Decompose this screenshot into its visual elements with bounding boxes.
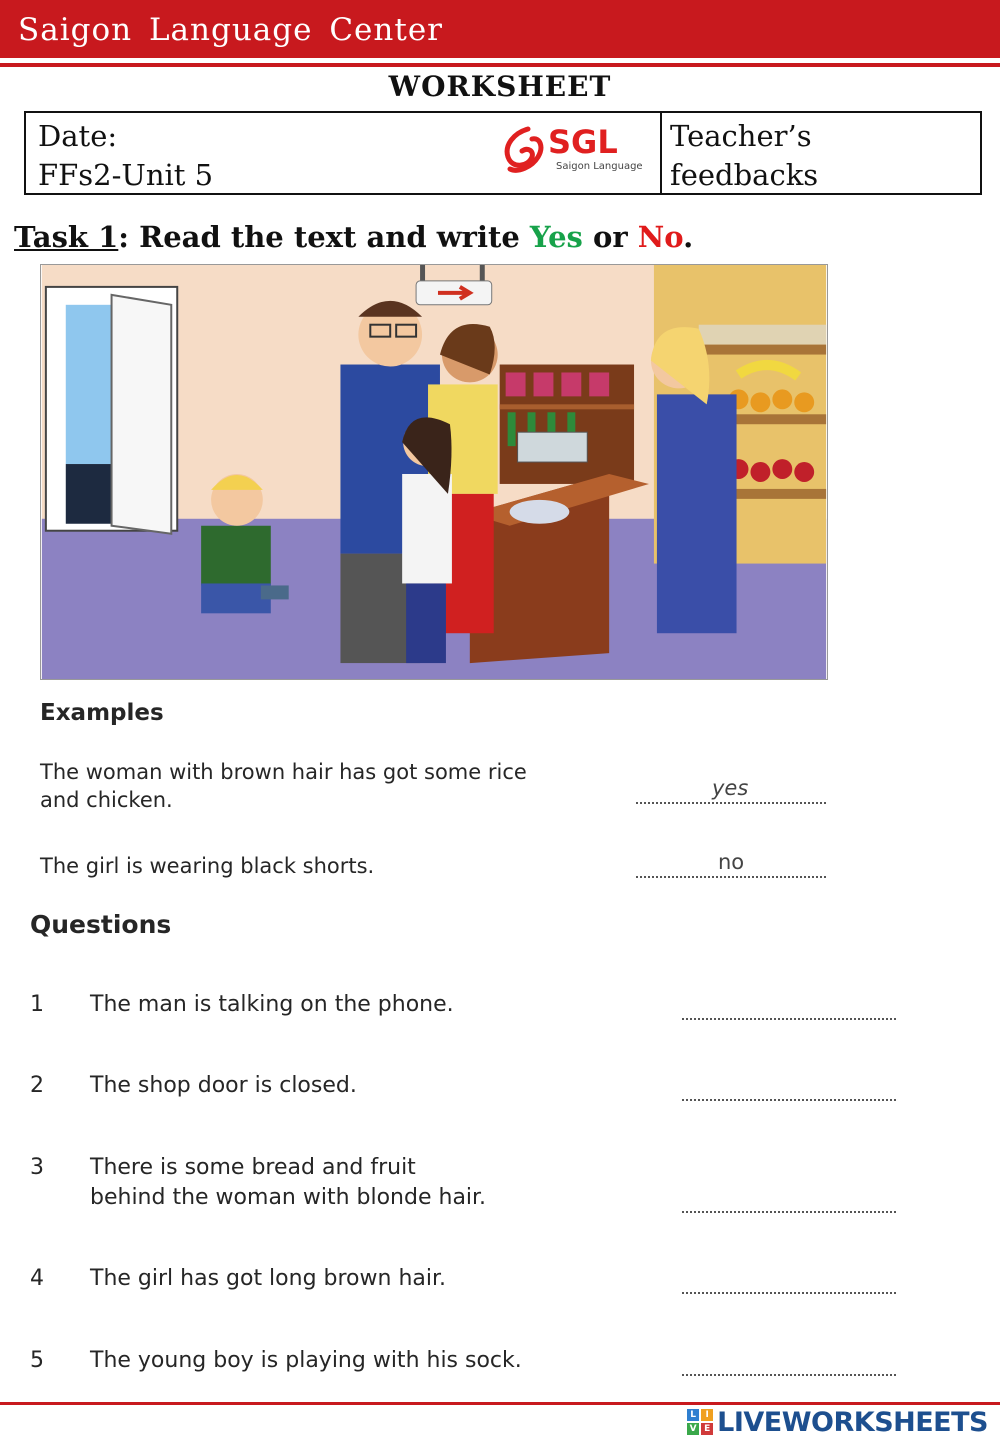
question-4-text: The girl has got long brown hair. xyxy=(90,1266,447,1291)
question-1-number: 1 xyxy=(30,992,44,1017)
question-3-text xyxy=(90,1153,486,1213)
task-number: Task 1 xyxy=(14,220,119,254)
liveworksheets-text: LIVEWORKSHEETS xyxy=(717,1406,988,1438)
feedback-label-line1: Teacher’s xyxy=(670,119,812,153)
logo-text: SGL xyxy=(548,123,618,161)
girl-figure xyxy=(402,417,452,663)
question-1-answer-field[interactable] xyxy=(682,1000,896,1020)
examples-heading: Examples xyxy=(40,700,164,726)
task-no-word: No xyxy=(637,220,684,254)
center-name: Saigon Language Center xyxy=(18,12,443,48)
feedback-label-line2: feedbacks xyxy=(670,158,819,192)
example-1-text xyxy=(40,758,527,814)
example-2-answer: no xyxy=(718,850,745,874)
question-5-answer-field[interactable] xyxy=(682,1356,896,1376)
question-3-answer-field[interactable] xyxy=(682,1193,896,1213)
worksheet-title: WORKSHEET xyxy=(388,70,612,103)
question-2-number: 2 xyxy=(30,1073,44,1098)
question-2-text: The shop door is closed. xyxy=(90,1073,357,1098)
example-1-line1: The woman with brown hair has got some rice xyxy=(40,760,527,784)
question-3-line2: behind the woman with blonde hair. xyxy=(90,1185,487,1210)
task-period: . xyxy=(683,220,694,254)
unit-label: FFs2-Unit 5 xyxy=(38,158,214,192)
header-divider xyxy=(0,63,1000,67)
task-text: : Read the text and write xyxy=(118,220,530,254)
header-banner xyxy=(0,0,1000,58)
example-1-answer-line xyxy=(636,800,826,804)
example-2-text: The girl is wearing black shorts. xyxy=(40,854,375,878)
liveworksheets-logo-icon: L I V E xyxy=(687,1409,713,1435)
liveworksheets-brand[interactable] xyxy=(687,1404,988,1440)
question-3-number: 3 xyxy=(30,1155,44,1180)
example-2-answer-line xyxy=(636,874,826,878)
door xyxy=(46,287,177,534)
task-yes-word: Yes xyxy=(529,220,583,254)
logo-subtext: Saigon Language xyxy=(556,161,643,172)
shelves-back xyxy=(500,365,634,484)
shop-scene-illustration xyxy=(40,264,828,680)
question-4-number: 4 xyxy=(30,1266,44,1291)
sgl-logo xyxy=(494,117,654,181)
info-box-divider xyxy=(660,113,662,193)
question-5-text: The young boy is playing with his sock. xyxy=(90,1348,522,1373)
question-5-number: 5 xyxy=(30,1348,44,1373)
task-instruction xyxy=(14,220,693,254)
date-label: Date: xyxy=(38,119,118,153)
question-4-answer-field[interactable] xyxy=(682,1274,896,1294)
question-1-text: The man is talking on the phone. xyxy=(90,992,454,1017)
question-2-answer-field[interactable] xyxy=(682,1081,896,1101)
question-3-line1: There is some bread and fruit xyxy=(90,1155,416,1180)
info-box xyxy=(24,111,982,195)
example-1-answer: yes xyxy=(712,776,749,800)
example-1-line2: and chicken. xyxy=(40,788,173,812)
questions-heading: Questions xyxy=(30,910,172,939)
task-or-word: or xyxy=(582,220,638,254)
